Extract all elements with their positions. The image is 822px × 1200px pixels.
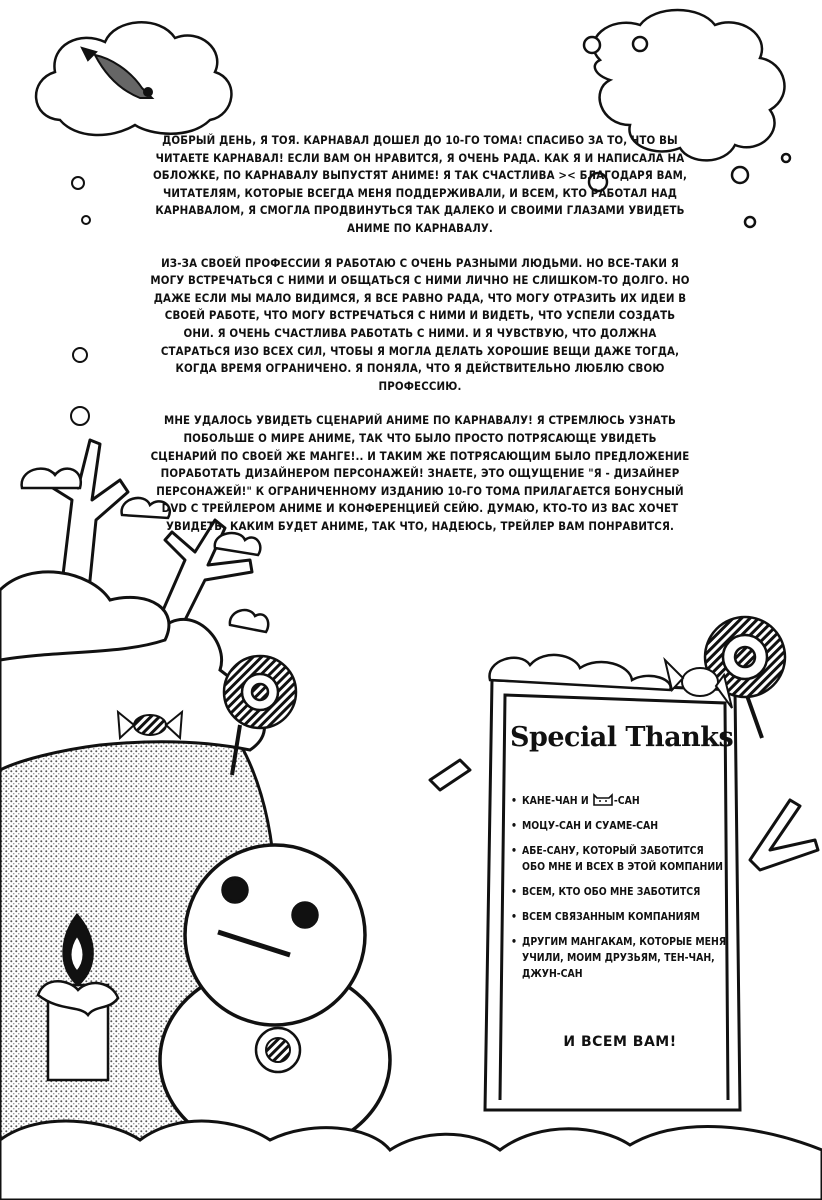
list-item: • МОЦУ-САН И СУАМЕ-САН: [510, 818, 728, 834]
letter-text: [150, 132, 690, 552]
list-item: [510, 793, 728, 809]
letter-paragraph: ДОБРЫЙ ДЕНЬ, Я ТОЯ. КАРНАВАЛ ДОШЕЛ ДО 10-ГО ТОМА! СПАСИБО ЗА ТО, ЧТО ВЫ ЧИТАЕТЕ КАРНАВАЛ! ЕСЛИ ВАМ ОН НРАВИТСЯ, Я ОЧЕНЬ РАДА. КАК Я И НАПИСАЛА НА ОБЛОЖКЕ, ПО КАРНАВАЛУ ВЫПУСТЯТ АНИМЕ! Я ТАК СЧАСТЛИВА >< БЛАГОДАРЯ ВАМ, ЧИТАТЕЛЯМ, КОТОРЫЕ ВСЕГДА МЕНЯ ПОДДЕРЖИВАЛИ, И ВСЕМ, КТО РАБОТАЛ НАД КАРНАВАЛОМ, Я СМОГЛА ПРОДВИНУТЬСЯ ТАК ДАЛЕКО И СВОИМИ ГЛАЗАМИ УВИДЕТЬ АНИМЕ ПО КАРНАВАЛУ.: [152, 133, 688, 235]
cat-face-icon: [592, 793, 614, 807]
list-item-text: КАНЕ-ЧАН И: [522, 795, 592, 807]
list-item: • ВСЕМ, КТО ОБО МНЕ ЗАБОТИТСЯ: [510, 884, 728, 900]
special-thanks-title: Special Thanks: [510, 722, 734, 753]
letter-paragraph: МНЕ УДАЛОСЬ УВИДЕТЬ СЦЕНАРИЙ АНИМЕ ПО КАРНАВАЛУ! Я СТРЕМЛЮСЬ УЗНАТЬ ПОБОЛЬШЕ О МИРЕ АНИМЕ, ТАК ЧТО БЫЛО ПРОСТО ПОТРЯСАЮЩЕ УВИДЕТЬ СЦЕНАРИЙ ПО СВОЕЙ ЖЕ МАНГЕ!.. И ТАКИМ ЖЕ ПОТРЯСАЮЩИМ БЫЛО ПРЕДЛОЖЕНИЕ ПОРАБОТАТЬ ДИЗАЙНЕРОМ ПЕРСОНАЖЕЙ! ЗНАЕТЕ, ЭТО ОЩУЩЕНИЕ "Я - ДИЗАЙНЕР ПЕРСОНАЖЕЙ!" К ОГРАНИЧЕННОМУ ИЗДАНИЮ 10-ГО ТОМА ПРИЛАГАЕТСЯ БОНУСНЫЙ DVD С ТРЕЙЛЕРОМ АНИМЕ И КОНФЕРЕНЦИЕЙ СЕЙЮ. ДУМАЮ, КТО-ТО ИЗ ВАС ХОЧЕТ УВИДЕТЬ, КАКИМ БУДЕТ АНИМЕ, ТАК ЧТО, НАДЕЮСЬ, ТРЕЙЛЕР ВАМ ПОНРАВИТСЯ.: [150, 413, 690, 533]
thanks-list: [510, 793, 728, 991]
list-item-text: -САН: [613, 795, 640, 807]
closing-text: И ВСЕМ ВАМ!: [563, 1034, 677, 1050]
lollipop-left-icon: [224, 656, 296, 775]
list-item: • АБЕ-САНУ, КОТОРЫЙ ЗАБОТИТСЯ ОБО МНЕ И ВСЕХ В ЭТОЙ КОМПАНИИ: [510, 843, 728, 875]
ground-snow: [0, 1121, 822, 1200]
list-item: • ДРУГИМ МАНГАКАМ, КОТОРЫЕ МЕНЯ УЧИЛИ, МОИМ ДРУЗЬЯМ, ТЕН-ЧАН, ДЖУН-САН: [510, 934, 728, 982]
left-bubbles: [71, 177, 90, 425]
letter-paragraph: ИЗ-ЗА СВОЕЙ ПРОФЕССИИ Я РАБОТАЮ С ОЧЕНЬ РАЗНЫМИ ЛЮДЬМИ. НО ВСЕ-ТАКИ Я МОГУ ВСТРЕЧАТЬСЯ С НИМИ И ОБЩАТЬСЯ С НИМИ ЛИЧНО НЕ СЛИШКОМ-ТО ДОЛГО. НО ДАЖЕ ЕСЛИ МЫ МАЛО ВИДИМСЯ, Я ВСЕ РАВНО РАДА, ЧТО МОГУ ОТРАЗИТЬ ИХ ИДЕИ В СВОЕЙ РАБОТЕ, ЧТО МОГУ ВСТРЕЧАТЬСЯ С НИМИ И ВИДЕТЬ, ЧТО УСПЕЛИ СОЗДАТЬ ОНИ. Я ОЧЕНЬ СЧАСТЛИВА РАБОТАТЬ С НИМИ. И Я ЧУВСТВУЮ, ЧТО ДОЛЖНА СТАРАТЬСЯ ИЗО ВСЕХ СИЛ, ЧТОБЫ Я МОГЛА ДЕЛАТЬ ХОРОШИЕ ВЕЩИ ДАЖЕ ТОГДА, КОГДА ВРЕМЯ ОГРАНИЧЕНО. Я ПОНЯЛА, ЧТО Я ДЕЙСТВИТЕЛЬНО ЛЮБЛЮ СВОЮ ПРОФЕССИЮ.: [150, 255, 690, 393]
list-item: • ВСЕМ СВЯЗАННЫМ КОМПАНИЯМ: [510, 909, 728, 925]
snowman-icon: [160, 845, 390, 1155]
